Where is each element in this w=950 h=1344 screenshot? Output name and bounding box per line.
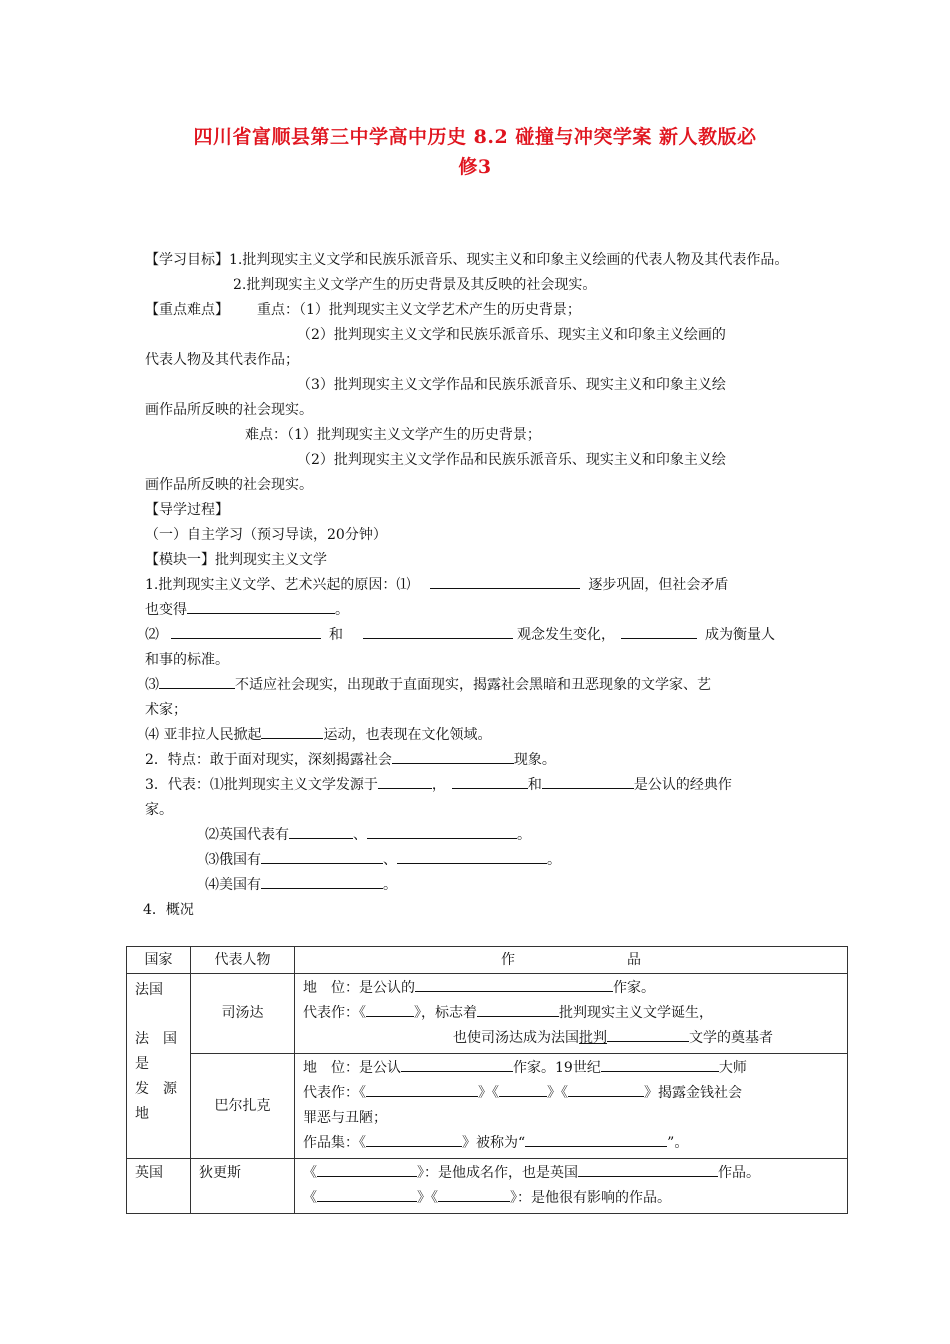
q1-blank-4[interactable]	[363, 624, 513, 639]
q1-line-5	[145, 673, 813, 698]
q3-blank-3[interactable]	[542, 774, 634, 789]
balzac-l1a: 地 位：是公认	[303, 1060, 401, 1076]
q3-uk-sep: 、	[353, 827, 367, 843]
balzac-l2b: 》《	[478, 1085, 499, 1101]
q4-label: 4．概况	[143, 902, 194, 918]
dickens-l1a: 《	[303, 1165, 317, 1181]
table-row-dickens	[127, 1159, 848, 1214]
balzac-blank-5[interactable]	[568, 1082, 644, 1097]
balzac-l4a: 作品集：《	[303, 1135, 366, 1151]
stendhal-l3u: 批判	[579, 1030, 607, 1046]
balzac-l4b: 》被称为“	[462, 1135, 526, 1151]
overview-table	[126, 946, 848, 1214]
table-row-balzac	[127, 1054, 848, 1159]
q1-text-h: 成为衡量人	[705, 627, 775, 643]
q3-us	[145, 873, 813, 898]
cell-france	[127, 974, 191, 1159]
q3-ru-sep: 、	[383, 852, 397, 868]
q3-line-2: 家。	[145, 802, 173, 818]
cell-balzac-works	[295, 1054, 848, 1159]
q1-text-b: 逐步巩固，但社会矛盾	[588, 577, 729, 593]
balzac-l2d: 》揭露金钱社会	[644, 1085, 742, 1101]
q2-line	[145, 748, 813, 773]
keypoints-label: 【重点难点】	[145, 302, 229, 318]
q3-text-a: 3．代表：⑴批判现实主义文学发源于	[145, 777, 378, 793]
balzac-blank-7[interactable]	[525, 1132, 667, 1147]
q1-line-3	[145, 623, 813, 648]
page-title	[120, 122, 830, 182]
stendhal-blank-3[interactable]	[477, 1002, 559, 1017]
stendhal-blank-2[interactable]	[366, 1002, 414, 1017]
focus-2b: 代表人物及其代表作品；	[145, 352, 299, 368]
q3-ru-blank-2[interactable]	[397, 849, 547, 864]
q3-line-1	[145, 773, 813, 798]
q2-blank[interactable]	[392, 749, 514, 764]
stendhal-l2b: 》，标志着	[414, 1005, 477, 1021]
q3-uk-text: ⑵英国代表有	[205, 827, 289, 843]
stendhal-l2c: 批判现实主义文学诞生，	[559, 1005, 713, 1021]
focus-2a: （2）批判现实主义文学和民族乐派音乐、现实主义和印象主义绘画的	[297, 327, 726, 343]
q1-blank-2[interactable]	[187, 599, 335, 614]
q1-text-c: 也变得	[145, 602, 187, 618]
dickens-blank-1[interactable]	[317, 1162, 417, 1177]
objective-item-1: 1.批判现实主义文学和民族乐派音乐、现实主义和印象主义绘画的代表人物及其代表作品。	[229, 252, 789, 268]
difficulty-label: 难点：	[245, 427, 287, 443]
q1-text-a: 1.批判现实主义文学、艺术兴起的原因：⑴	[145, 577, 411, 593]
q1-line-1	[145, 573, 813, 598]
q3-blank-2[interactable]	[452, 774, 528, 789]
header-person: 代表人物	[191, 947, 295, 974]
balzac-l4c: ”。	[667, 1135, 689, 1151]
stendhal-blank-4[interactable]	[607, 1027, 689, 1042]
dickens-blank-4[interactable]	[438, 1187, 510, 1202]
objective-1	[145, 248, 813, 273]
difficulty-1	[145, 423, 813, 448]
document-body	[145, 248, 813, 923]
balzac-blank-4[interactable]	[499, 1082, 547, 1097]
q2-text-a: 2．特点：敢于面对现实，深刻揭露社会	[145, 752, 392, 768]
self-study-label: （一）自主学习（预习导读，20分钟）	[145, 527, 387, 543]
focus-1	[145, 298, 813, 323]
origin-line-3: 发 源	[135, 1081, 177, 1097]
stendhal-blank-1[interactable]	[415, 977, 613, 992]
stendhal-l1a: 地 位：是公认的	[303, 980, 415, 996]
difficulty-2b: 画作品所反映的社会现实。	[145, 477, 313, 493]
q3-us-end: 。	[383, 877, 397, 893]
origin-line-2: 是	[135, 1056, 149, 1072]
q3-us-text: ⑷美国有	[205, 877, 261, 893]
q1-line-6: 术家；	[145, 702, 187, 718]
country-france: 法国	[135, 982, 163, 998]
q1-line-2	[145, 598, 813, 623]
process-label: 【导学过程】	[145, 502, 229, 518]
q3-ru	[145, 848, 813, 873]
q3-ru-end: 。	[547, 852, 561, 868]
q2-text-b: 现象。	[513, 752, 556, 768]
stendhal-l2a: 代表作：《	[303, 1005, 366, 1021]
dickens-l1c: 作品。	[718, 1165, 760, 1181]
q1-text-j: ⑶	[145, 677, 159, 693]
header-country: 国家	[127, 947, 191, 974]
title-line-1: 四川省富顺县第三中学高中历史 8.2 碰撞与冲突学案 新人教版必	[193, 126, 757, 148]
q1-blank-7[interactable]	[261, 724, 323, 739]
focus-3b: 画作品所反映的社会现实。	[145, 402, 313, 418]
table-row-stendhal	[127, 974, 848, 1054]
balzac-l1c: 大师	[718, 1060, 747, 1076]
q3-text-d: 是公认的经典作	[633, 777, 732, 793]
q1-blank-1[interactable]	[430, 574, 580, 589]
balzac-blank-2[interactable]	[601, 1057, 719, 1072]
q1-text-e: ⑵	[145, 627, 159, 643]
cell-england: 英国	[127, 1159, 191, 1214]
difficulty-2a: （2）批判现实主义文学作品和民族乐派音乐、现实主义和印象主义绘	[297, 452, 726, 468]
dickens-blank-3[interactable]	[317, 1187, 417, 1202]
title-line-2: 修3	[458, 156, 492, 178]
balzac-blank-6[interactable]	[366, 1132, 462, 1147]
difficulty-item-1: （1）批判现实主义文学产生的历史背景；	[287, 427, 541, 443]
q3-text-c: 和	[527, 777, 542, 793]
balzac-l3: 罪恶与丑陋；	[303, 1110, 387, 1126]
dickens-blank-2[interactable]	[578, 1162, 718, 1177]
cell-dickens-works	[295, 1159, 848, 1214]
origin-line-4: 地	[135, 1106, 149, 1122]
objectives-label: 【学习目标】	[145, 252, 229, 268]
q3-ru-blank-1[interactable]	[261, 849, 383, 864]
dickens-l2c: 》：是他很有影响的作品。	[510, 1190, 671, 1206]
balzac-l2c: 》《	[547, 1085, 568, 1101]
q3-blank-1[interactable]	[378, 774, 432, 789]
q1-text-d: 。	[335, 602, 349, 618]
q3-uk-blank-1[interactable]	[289, 824, 353, 839]
balzac-blank-3[interactable]	[366, 1082, 478, 1097]
stendhal-l3a: 也使司汤达成为法国	[453, 1030, 579, 1046]
q1-text-k: 不适应社会现实，出现敢于直面现实，揭露社会黑暗和丑恶现象的文学家、艺	[235, 677, 711, 693]
module-1-label: 【模块一】批判现实主义文学	[145, 552, 327, 568]
stendhal-l3b: 文学的奠基者	[689, 1030, 773, 1046]
stendhal-l1b: 作家。	[613, 980, 655, 996]
q1-blank-5[interactable]	[621, 624, 697, 639]
focus-label: 重点：	[257, 302, 299, 318]
q1-text-n: 运动，也表现在文化领域。	[323, 727, 492, 743]
focus-item-1: （1）批判现实主义文学艺术产生的历史背景；	[299, 302, 581, 318]
balzac-l1b: 作家。19世纪	[513, 1060, 601, 1076]
q1-text-f: 和	[329, 627, 343, 643]
balzac-blank-1[interactable]	[401, 1057, 513, 1072]
q1-blank-6[interactable]	[159, 674, 235, 689]
q1-line-7	[145, 723, 813, 748]
origin-line-1: 法 国	[135, 1031, 177, 1047]
q3-text-b: ，	[431, 777, 446, 793]
dickens-l2b: 》《	[417, 1190, 438, 1206]
focus-3a: （3）批判现实主义文学作品和民族乐派音乐、现实主义和印象主义绘	[297, 377, 726, 393]
q3-uk-end: 。	[517, 827, 531, 843]
q3-uk-blank-2[interactable]	[367, 824, 517, 839]
dickens-l2a: 《	[303, 1190, 317, 1206]
q3-ru-text: ⑶俄国有	[205, 852, 261, 868]
cell-dickens: 狄更斯	[191, 1159, 295, 1214]
cell-stendhal: 司汤达	[191, 974, 295, 1054]
balzac-l2a: 代表作：《	[303, 1085, 366, 1101]
dickens-l1b: 》：是他成名作，也是英国	[417, 1165, 578, 1181]
q1-line-4: 和事的标准。	[145, 652, 229, 668]
q3-uk	[145, 823, 813, 848]
q1-blank-3[interactable]	[171, 624, 321, 639]
q1-text-m: ⑷ 亚非拉人民掀起	[145, 727, 262, 743]
objective-2: 2.批判现实主义文学产生的历史背景及其反映的社会现实。	[233, 277, 597, 293]
q1-text-g: 观念发生变化，	[517, 627, 615, 643]
header-works: 作 品	[295, 947, 848, 974]
cell-stendhal-works	[295, 974, 848, 1054]
q3-us-blank[interactable]	[261, 874, 383, 889]
table-header-row	[127, 947, 848, 974]
cell-balzac: 巴尔扎克	[191, 1054, 295, 1159]
